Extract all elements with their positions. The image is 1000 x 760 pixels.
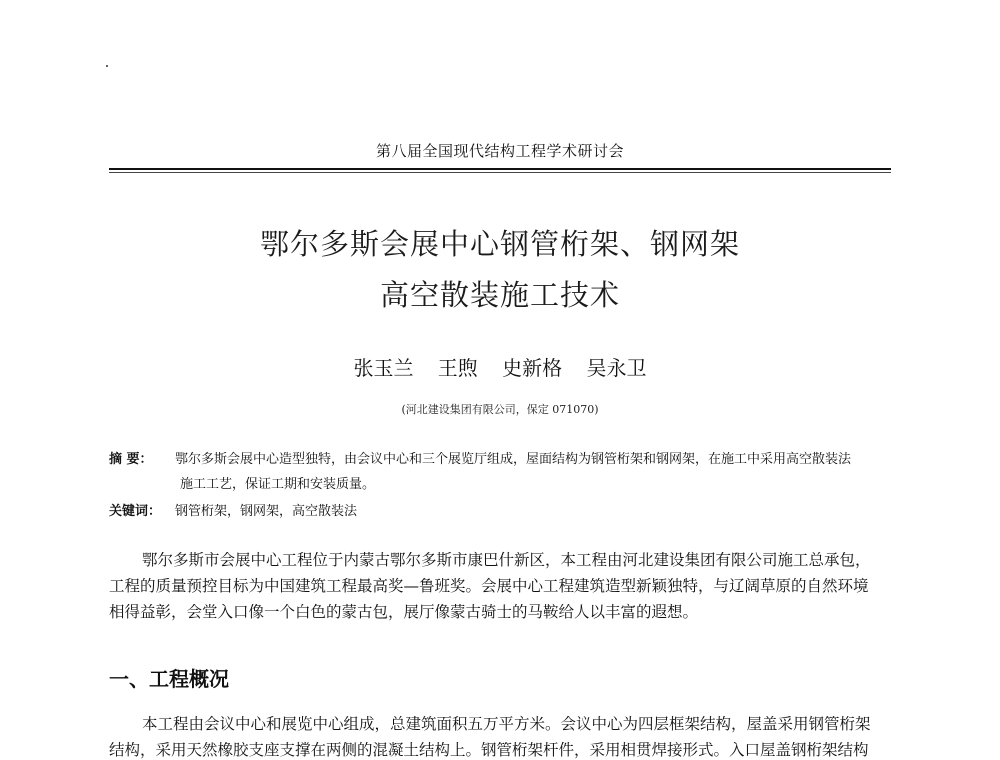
intro-line2: 工程的质量预控目标为中国建筑工程最高奖—鲁班奖。会展中心工程建筑造型新颖独特，与辽阔草原的自然环境: [109, 577, 869, 595]
keywords-text: 钢管桁架，钢网架，高空散装法: [175, 504, 358, 519]
header-rule-thin: [109, 172, 891, 173]
abstract-line1: 鄂尔多斯会展中心造型独特，由会议中心和三个展览厅组成，屋面结构为钢管桁架和钢网架，在施工中采用高空散装法: [175, 452, 852, 467]
conference-header: 第八届全国现代结构工程学术研讨会: [375, 142, 624, 160]
authors: 张玉兰 王煦 史新格 吴永卫: [353, 356, 647, 380]
abstract-label: 摘 要：: [109, 452, 153, 467]
section-line2: 结构，采用天然橡胶支座支撑在两侧的混凝土结构上。钢管桁架杆件，采用相贯焊接形式。入口屋盖钢桁架结构: [109, 741, 869, 759]
paper-title-line1: 鄂尔多斯会展中心钢管桁架、钢网架: [259, 227, 740, 261]
affiliation: (河北建设集团有限公司，保定 071070): [401, 403, 599, 416]
intro-line1: 鄂尔多斯市会展中心工程位于内蒙古鄂尔多斯市康巴什新区，本工程由河北建设集团有限公司施工总承包，: [142, 551, 871, 569]
section-heading: 一、工程概况: [109, 667, 229, 691]
intro-line3: 相得益彰，会堂入口像一个白色的蒙古包，展厅像蒙古骑士的马鞍给人以丰富的遐想。: [109, 603, 699, 621]
abstract-line2: 施工工艺，保证工期和安装质量。: [180, 477, 376, 492]
scan-speck: [106, 65, 108, 67]
paper-title-line2: 高空散装施工技术: [379, 278, 620, 312]
keywords-label: 关键词：: [109, 504, 162, 519]
header-rule-thick: [109, 168, 891, 170]
section-line1: 本工程由会议中心和展览中心组成，总建筑面积五万平方米。会议中心为四层框架结构，屋盖采用钢管桁架: [142, 715, 871, 733]
